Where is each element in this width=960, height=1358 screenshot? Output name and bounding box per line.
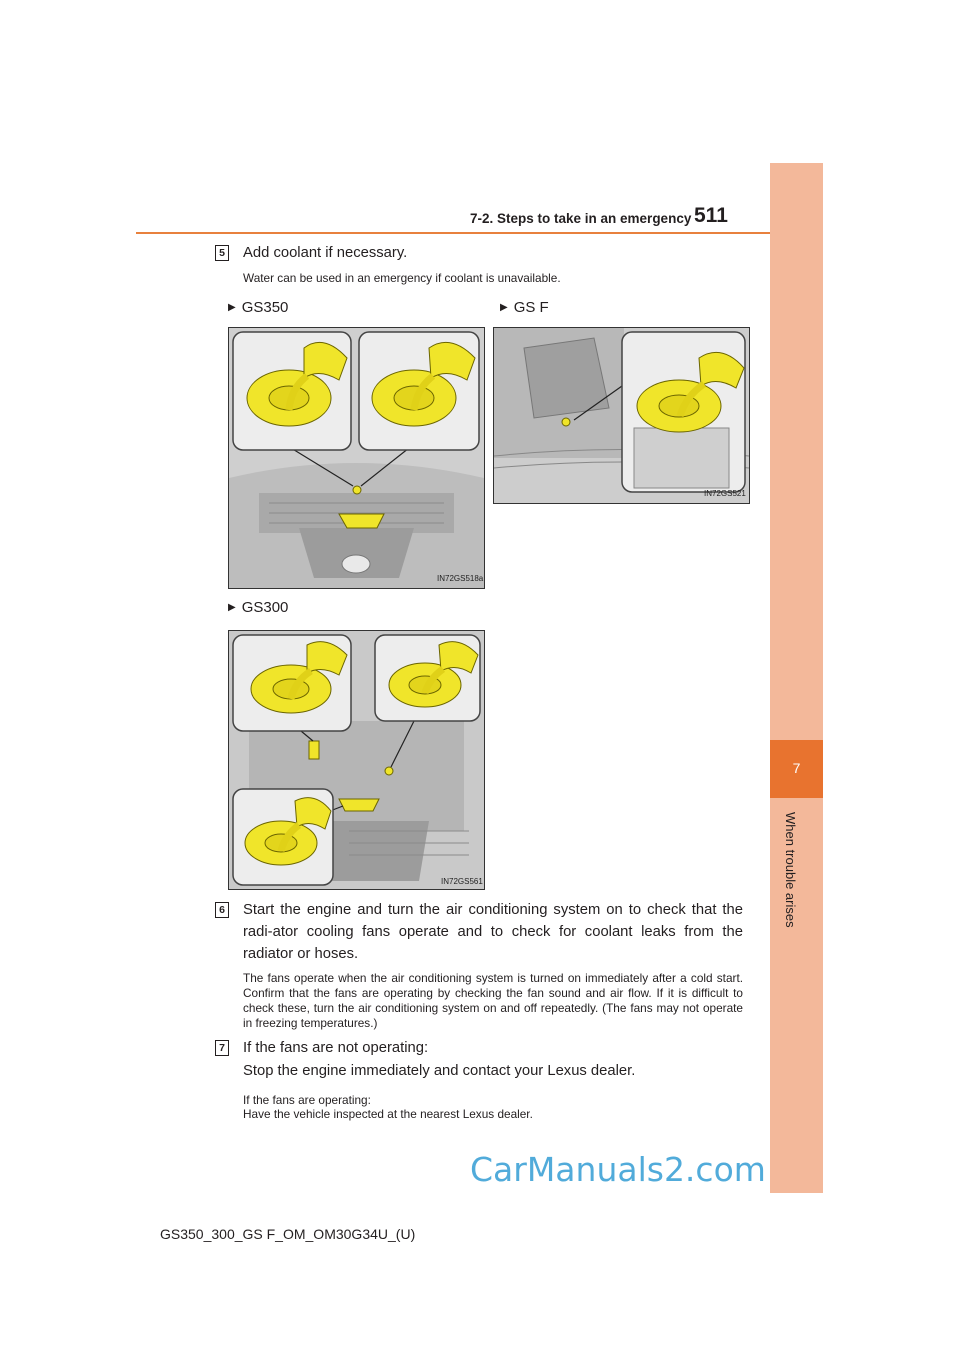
step-7-note-line1: If the fans are operating: xyxy=(243,1093,371,1107)
variant-gs300-text: GS300 xyxy=(241,599,289,616)
inset-right xyxy=(359,332,479,450)
chapter-number: 7 xyxy=(792,760,801,776)
inset-top-right xyxy=(375,635,480,721)
step-7-text-line1: If the fans are not operating: xyxy=(243,1040,429,1056)
watermark-logo: CarManuals2.com xyxy=(470,1150,766,1189)
step-6-note: The fans operate when the air conditioning system is turned on immediately after a cold start. Confirm that the fans are operating by checking the fan sound and air flow. If it is difficult to check these, turn the air conditioning system on and off repeatedly. (The fans may not operate in freezing temperatures.) xyxy=(243,971,743,1030)
footer-doc-code: GS350_300_GS F_OM_OM30G34U_(U) xyxy=(160,1226,416,1242)
chapter-tab xyxy=(770,163,823,1193)
inset-gsf xyxy=(622,332,745,492)
chapter-title: When trouble arises xyxy=(783,812,798,928)
step-6-badge: 6 xyxy=(215,902,229,918)
inset-left xyxy=(233,332,351,450)
figure-gs300 xyxy=(228,630,485,890)
section-title: 7-2. Steps to take in an emergency xyxy=(470,211,692,226)
variant-label-gs350 xyxy=(228,299,288,316)
inset-top-left xyxy=(233,635,351,731)
header-rule xyxy=(136,232,823,234)
step-5-badge: 5 xyxy=(215,245,229,261)
figure-gs350 xyxy=(228,327,485,589)
triangle-bullet-icon: ▶ xyxy=(228,602,236,613)
step-5-text: Add coolant if necessary. xyxy=(243,245,408,261)
step-7-text-line2: Stop the engine immediately and contact your Lexus dealer. xyxy=(243,1063,636,1079)
figure-id-gs300: IN72GS561 xyxy=(441,877,483,886)
variant-label-gs300 xyxy=(228,599,288,616)
step-7-badge: 7 xyxy=(215,1040,229,1056)
variant-gs350-text: GS350 xyxy=(241,299,289,316)
variant-gsf-text: GS F xyxy=(513,299,549,316)
triangle-bullet-icon: ▶ xyxy=(500,302,508,313)
figure-id-gs350: IN72GS518a xyxy=(437,574,484,583)
triangle-bullet-icon: ▶ xyxy=(228,302,236,313)
step-5-note: Water can be used in an emergency if coolant is unavailable. xyxy=(243,271,561,285)
inset-bottom-left xyxy=(233,789,333,885)
figure-gsf xyxy=(493,327,750,504)
variant-label-gsf xyxy=(500,299,549,316)
figure-id-gsf: IN72GS521 xyxy=(704,489,746,498)
step-7-note-line2: Have the vehicle inspected at the nearest Lexus dealer. xyxy=(243,1107,533,1121)
step-6-text: Start the engine and turn the air conditioning system on to check that the radi-ator cooling fans operate and to check for coolant leaks from the radiator or hoses. xyxy=(243,902,743,962)
page-number: 511 xyxy=(694,204,728,227)
